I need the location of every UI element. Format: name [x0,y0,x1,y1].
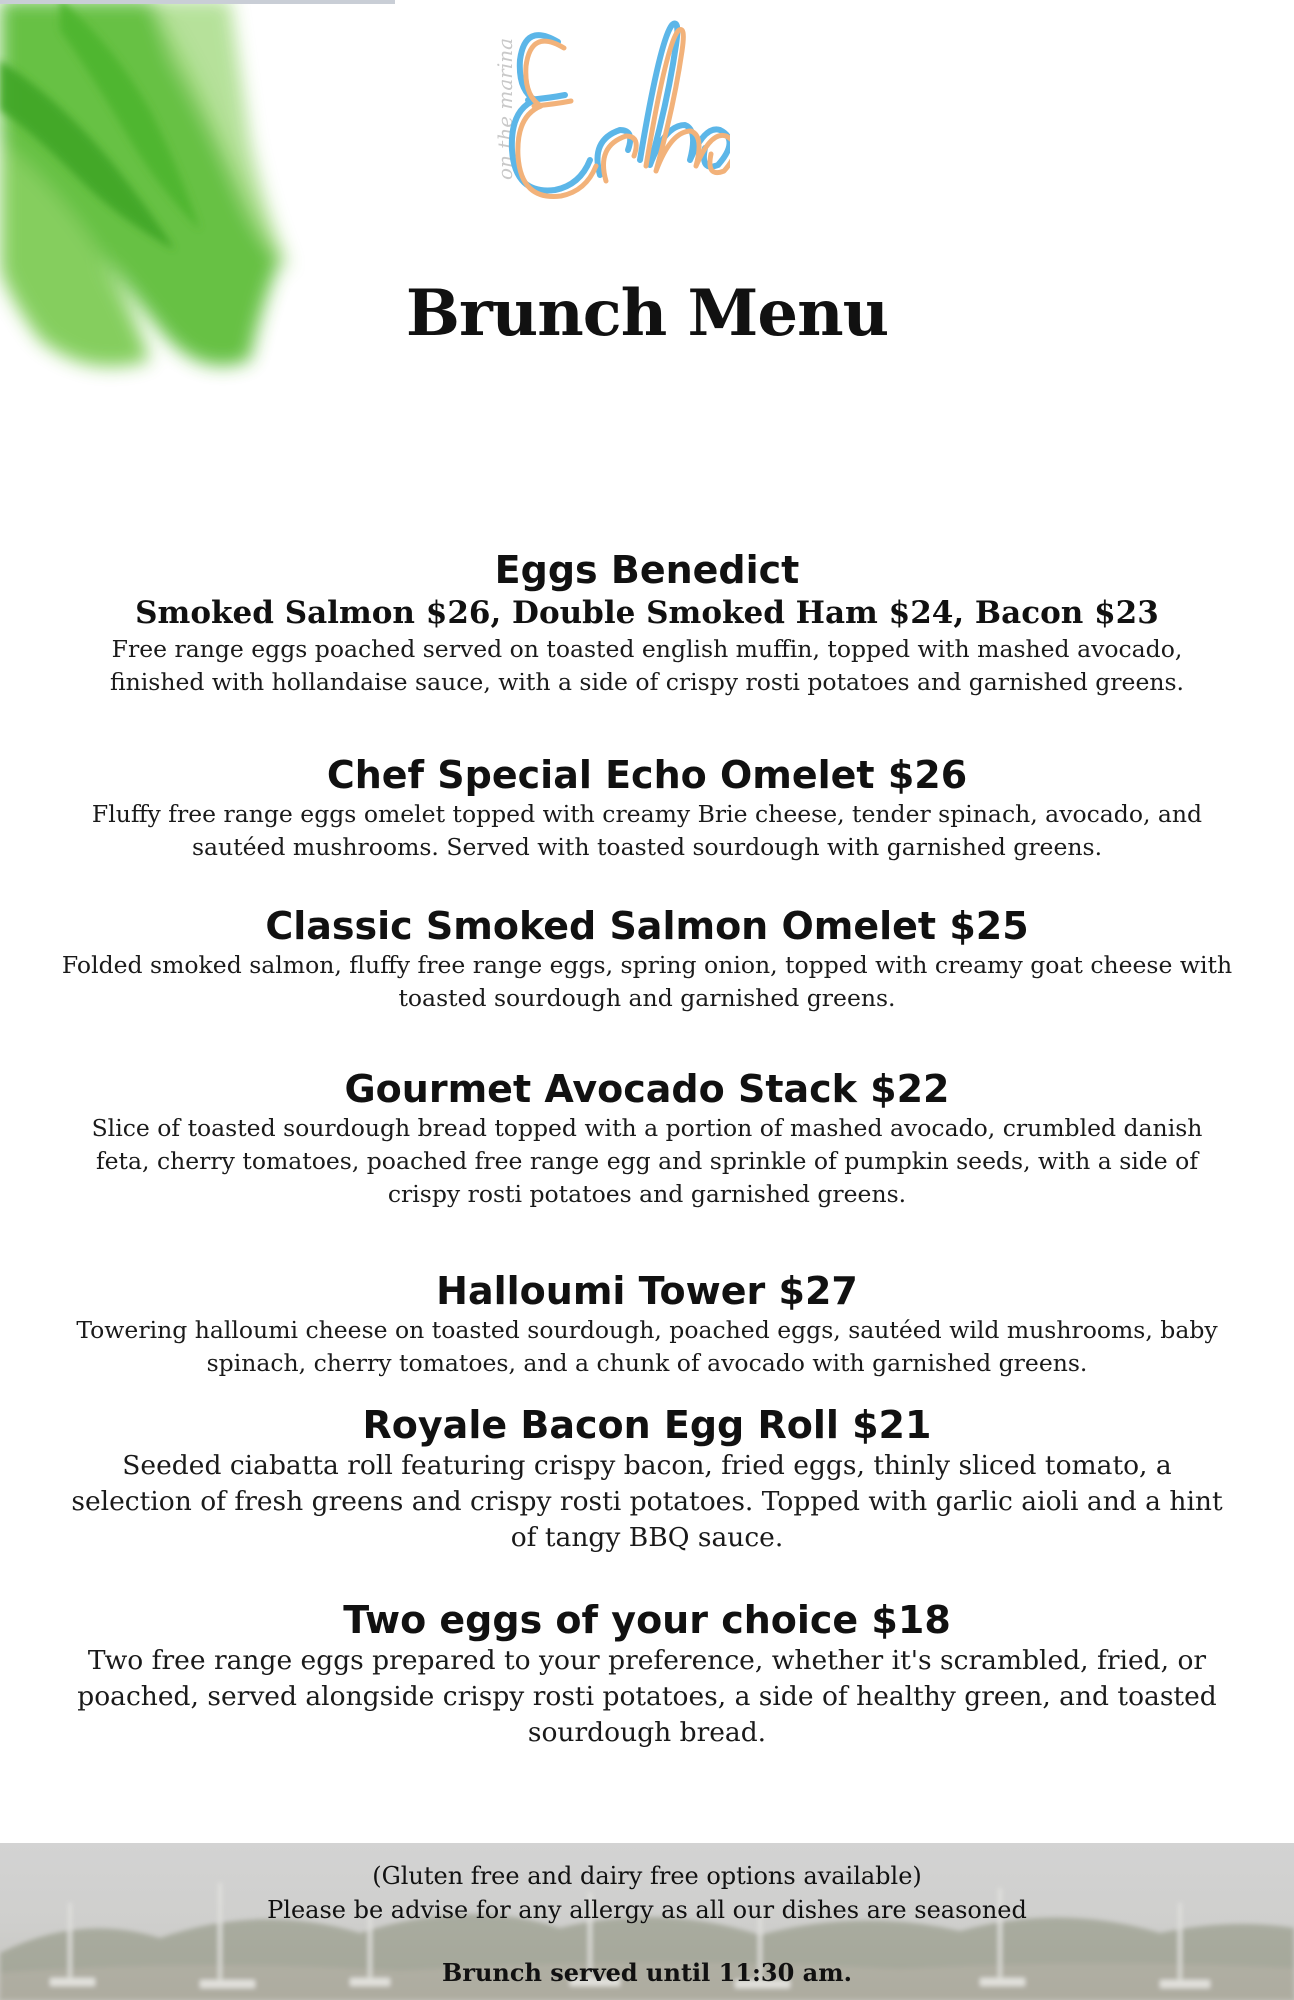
menu-item-title: Two eggs of your choice $18 [343,1598,951,1642]
footer-notes [0,1859,1294,1927]
menu-item-avocado-stack [60,1066,1234,1211]
menu-item-title: Classic Smoked Salmon Omelet $25 [265,904,1029,948]
menu-item-description: Free range eggs poached served on toasted english muffin, topped with mashed avocado, finished with hollandaise sauce, with a side of crispy rosti potatoes and garnished greens. [109,635,1185,696]
menu-item-bacon-egg-roll [60,1402,1234,1556]
menu-item-smoked-salmon-omelet [60,903,1234,1015]
menu-item-title: Chef Special Echo Omelet $26 [326,753,968,797]
menu-item-two-eggs [60,1597,1234,1751]
menu-item-description: Fluffy free range eggs omelet topped with creamy Brie cheese, tender spinach, avocado, and sautéed mushrooms. Served with toasted sourdough with garnished greens. [91,800,1203,861]
footer [0,1843,1294,2000]
served-until-note: Brunch served until 11:30 am. [442,1958,852,1987]
menu-item-title: Eggs Benedict [494,548,800,592]
menu-item-description: Seeded ciabatta roll featuring crispy bacon, fried eggs, thinly sliced tomato, a selection of fresh greens and crispy rosti potatoes. Topped with garlic aioli and a hint of tangy BBQ sauce. [71,1450,1223,1553]
menu-item-title: Royale Bacon Egg Roll $21 [362,1403,932,1447]
menu-item-title: Halloumi Tower $27 [436,1269,858,1313]
menu-item-eggs-benedict [60,547,1234,699]
menu-item-description: Slice of toasted sourdough bread topped with a portion of mashed avocado, crumbled danish feta, cherry tomatoes, poached free range egg and sprinkle of pumpkin seeds, with a side of crispy rosti potatoes and garnished greens. [91,1114,1203,1208]
dietary-note: (Gluten free and dairy free options available) [372,1862,922,1890]
logo-tagline: on the marina [493,37,517,180]
top-rule [0,0,395,4]
menu-item-description: Towering halloumi cheese on toasted sourdough, poached eggs, sautéed wild mushrooms, baby spinach, cherry tomatoes, and a chunk of avocado with garnished greens. [76,1316,1218,1377]
menu-item-options: Smoked Salmon $26, Double Smoked Ham $24, Bacon $23 [135,595,1159,631]
echo-logo [450,0,730,215]
menu-item-description: Folded smoked salmon, fluffy free range eggs, spring onion, topped with creamy goat cheese with toasted sourdough and garnished greens. [61,951,1233,1012]
menu-item-title: Gourmet Avocado Stack $22 [344,1067,950,1111]
menu-item-halloumi-tower [60,1268,1234,1380]
menu-item-chef-special-omelet [60,752,1234,864]
allergy-note: Please be advise for any allergy as all our dishes are seasoned [267,1896,1027,1924]
leaf-icon [0,0,400,420]
page-title: Brunch Menu [405,276,889,351]
menu-item-description: Two free range eggs prepared to your preference, whether it's scrambled, fried, or poached, served alongside crispy rosti potatoes, a side of healthy green, and toasted sourdough bread. [77,1645,1217,1748]
